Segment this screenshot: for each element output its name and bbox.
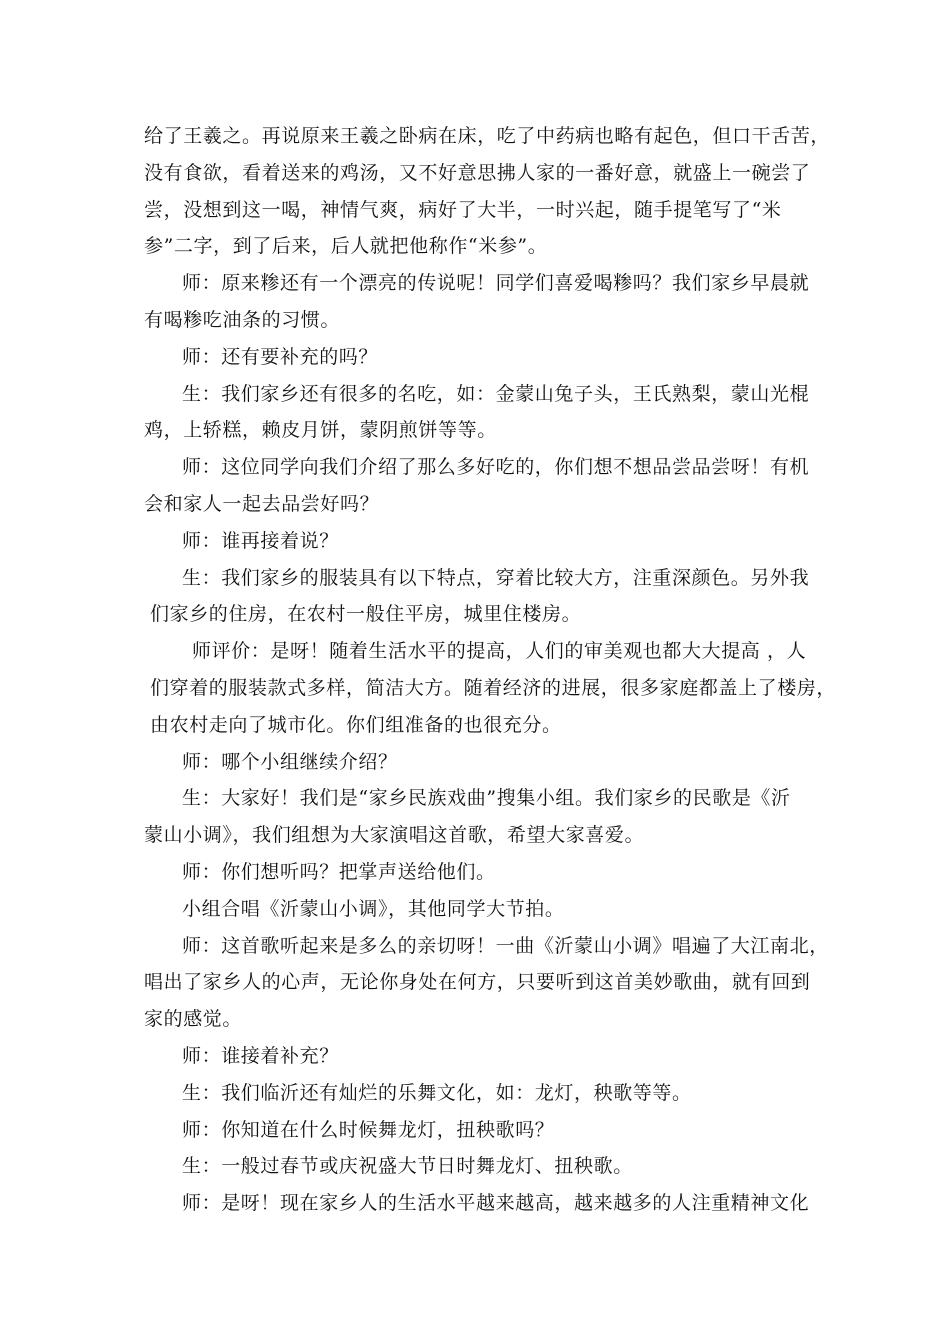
text-line: 师：这位同学向我们介绍了那么多好吃的，你们想不想品尝品尝呀！有机 xyxy=(182,456,810,479)
text-line: 师：是呀！现在家乡人的生活水平越来越高，越来越多的人注重精神文化 xyxy=(182,1192,810,1215)
text-line: 们家乡的住房，在农村一般住平房，城里住楼房。 xyxy=(150,603,582,626)
text-line: 尝，没想到这一喝，神情气爽，病好了大半，一时兴起，随手提笔写了“米 xyxy=(144,198,782,221)
text-line: 师：谁接着补充？ xyxy=(182,1044,339,1067)
text-line: 师：还有要补充的吗？ xyxy=(182,345,379,368)
text-line: 师：这首歌听起来是多么的亲切呀！一曲《沂蒙山小调》唱遍了大江南北， xyxy=(182,934,829,957)
text-line: 生：我们家乡的服装具有以下特点，穿着比较大方，注重深颜色。另外我 xyxy=(182,566,810,589)
text-line: 师：谁再接着说？ xyxy=(182,529,339,552)
text-line: 们穿着的服装款式多样，简洁大方。随着经济的进展，很多家庭都盖上了楼房， xyxy=(150,676,837,699)
text-line: 给了王羲之。再说原来王羲之卧病在床，吃了中药病也略有起色，但口干舌苦， xyxy=(144,125,831,147)
text-line: 会和家人一起去品尝好吗？ xyxy=(144,492,380,515)
text-line: 唱出了家乡人的心声，无论你身处在何方，只要听到这首美妙歌曲，就有回到 xyxy=(144,971,811,994)
text-line: 师：你们想听吗？把掌声送给他们。 xyxy=(182,860,496,883)
text-line: 有喝糁吃油条的习惯。 xyxy=(144,308,341,331)
text-line: 生：一般过春节或庆祝盛大节日时舞龙灯、扭秧歌。 xyxy=(182,1155,633,1178)
text-line: 参”二字，到了后来，后人就把他称作“米参”。 xyxy=(144,235,548,258)
text-line: 生：大家好！我们是“家乡民族戏曲”搜集小组。我们家乡的民歌是《沂 xyxy=(182,787,791,810)
text-line: 生：我们临沂还有灿烂的乐舞文化，如：龙灯，秧歌等等。 xyxy=(182,1081,692,1104)
text-line: 蒙山小调》，我们组想为大家演唱这首歌，希望大家喜爱。 xyxy=(144,824,645,847)
document-body xyxy=(144,118,837,1222)
text-line: 生：我们家乡还有很多的名吃，如：金蒙山兔子头，王氏熟梨，蒙山光棍 xyxy=(182,382,810,405)
text-line: 没有食欲，看着送来的鸡汤，又不好意思拂人家的一番好意，就盛上一碗尝了 xyxy=(144,161,811,184)
text-line: 师评价：是呀！随着生活水平的提高，人们的审美观也都大大提高 ，人 xyxy=(192,640,807,663)
text-line: 小组合唱《沂蒙山小调》，其他同学大节拍。 xyxy=(182,897,565,920)
text-line: 鸡，上轿糕，赖皮月饼，蒙阴煎饼等等。 xyxy=(144,419,497,442)
text-line: 由农村走向了城市化。你们组准备的也很充分。 xyxy=(150,713,562,736)
text-line: 师：原来糁还有一个漂亮的传说呢！同学们喜爱喝糁吗？我们家乡早晨就 xyxy=(182,272,810,295)
text-line: 师：哪个小组继续介绍？ xyxy=(182,750,398,773)
text-line: 师：你知道在什么时候舞龙灯，扭秧歌吗？ xyxy=(182,1118,555,1141)
text-line: 家的感觉。 xyxy=(144,1008,243,1031)
